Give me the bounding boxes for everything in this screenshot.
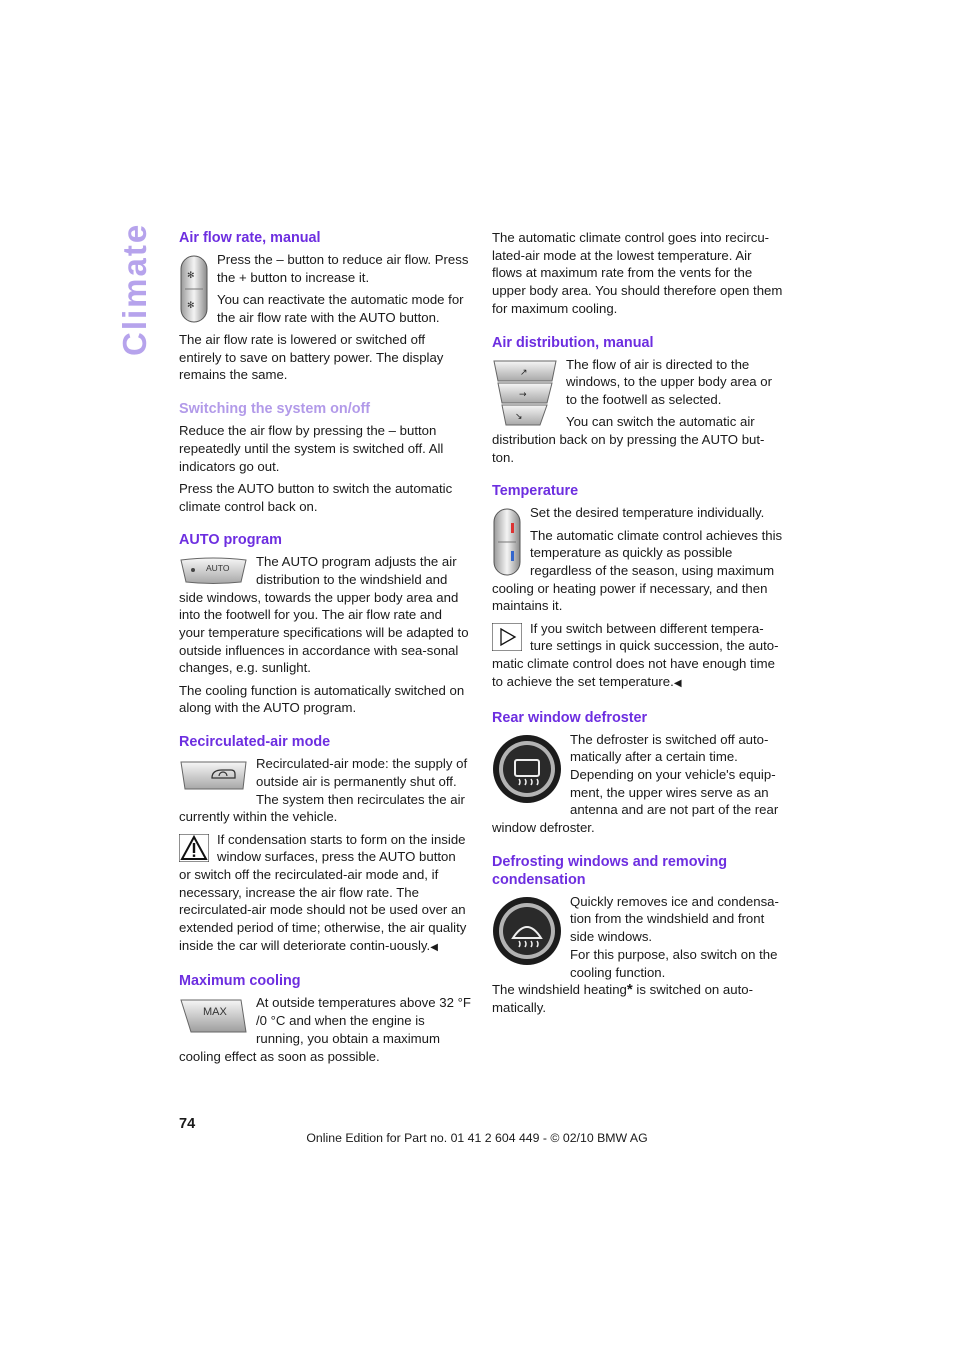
auto-text-2: The cooling function is automatically switched on along with the AUTO program.: [179, 682, 465, 716]
left-column: [179, 229, 471, 1081]
svg-text:↘: ↘: [515, 411, 523, 422]
airdist-text-2: You can switch the automatic air distribution back on by pressing the AUTO but-ton.: [492, 414, 765, 465]
svg-text:→: →: [519, 389, 527, 400]
svg-text:✻: ✻: [187, 301, 195, 311]
section-rear-defroster: [492, 709, 784, 837]
air-distribution-buttons-icon: [492, 359, 558, 427]
auto-button-figure: [179, 555, 248, 585]
section-maxcool: [179, 972, 471, 1065]
warning-triangle-icon: [179, 834, 209, 862]
section-recirc: [179, 733, 471, 956]
windshield-defrost-button-icon: [492, 896, 562, 966]
airflow-text-3: The air flow rate is lowered or switched off entirely to save on battery power. The display remains the same.: [179, 332, 444, 383]
airdist-heading: Air distribution, manual: [492, 334, 654, 351]
airflow-heading: Air flow rate, manual: [179, 230, 321, 246]
svg-text:✻: ✻: [187, 271, 195, 281]
maxcool-heading: Maximum cooling: [179, 973, 301, 990]
airdist-text-1: The flow of air is directed to the windows, to the upper body area or to the footwell as selected.: [566, 356, 772, 407]
auto-heading: AUTO program: [179, 532, 282, 549]
fan-rocker-icon: [179, 254, 209, 324]
switching-text-2: Press the AUTO button to switch the automatic climate control back on.: [179, 480, 453, 514]
maxcool-text-1: At outside temperatures above 32 °F /0 °C and when the engine is running, you obtain a maximum cooling effect as soon as possible.: [179, 995, 471, 1064]
section-intro: [492, 229, 784, 318]
switching-text-1: Reduce the air flow by pressing the – button repeatedly until the system is switched off. All indicators go out.: [179, 423, 444, 474]
right-column: [492, 229, 784, 1033]
defrost-text-3b: is switched on auto-matically.: [492, 982, 753, 1015]
chapter-tab: Climate: [116, 222, 153, 356]
intro-text: The automatic climate control goes into recircu-lated-air mode at the lowest temperature. Air flows at maximum rate from the vents for the upper body area. You should therefore open them for maximum cooling.: [492, 230, 783, 316]
airflow-text-2: You can reactivate the automatic mode for the air flow rate with the AUTO button.: [217, 292, 464, 325]
recirc-text-1: Recirculated-air mode: the supply of outside air is permanently shut off. The system then recirculates the air currently within the vehicle.: [179, 756, 468, 825]
defrost-text-2: For this purpose, also switch on the cooling function.: [570, 946, 778, 980]
auto-text-1: The AUTO program adjusts the air distribution to the windshield and side windows, towards the upper body area and into the footwell for you. The air flow rate and your temperature specifications will be adapted to outside influences in accordance with sea-sonal changes, e.g. sunlight.: [179, 554, 469, 676]
section-auto: [179, 531, 471, 717]
section-switching: [179, 400, 471, 515]
temperature-heading: Temperature: [492, 483, 579, 500]
recirc-heading: Recirculated-air mode: [179, 734, 331, 751]
section-airflow: [179, 229, 471, 384]
recirc-warning: [179, 831, 471, 957]
temperature-rocker-icon: [492, 507, 522, 577]
switching-heading: Switching the system on/off: [179, 401, 371, 418]
temperature-note-text: If you switch between different tempera-ture settings in quick succession, the auto-matic climate control does not have enough time to achieve the set temperature.: [492, 620, 779, 689]
section-defrost: [492, 853, 784, 1017]
defrost-text-1: Quickly removes ice and condensa-tion from the windshield and front side windows.: [570, 893, 779, 945]
temperature-text-2: The automatic climate control achieves this temperature as quickly as possible regardless of the season, using maximum cooling or heating power if necessary, and then maintains it.: [492, 527, 783, 614]
temperature-text-1: Set the desired temperature individually.: [530, 505, 765, 521]
temperature-note: [492, 620, 784, 693]
end-marker-icon: ◀: [673, 677, 682, 689]
airflow-text-1: Press the – button to reduce air flow. Press the + button to increase it.: [217, 252, 469, 285]
note-arrow-icon: [492, 623, 522, 651]
defrost-heading: Defrosting windows and removing condensation: [492, 853, 728, 888]
recirculation-button-icon: [179, 758, 248, 792]
rear-defroster-text: The defroster is switched off auto-matically after a certain time. Depending on your vehicle's equip-ment, the upper wires serve as an antenna and are not part of the rear window defroster.: [492, 731, 779, 836]
max-button-label: MAX: [203, 1006, 227, 1019]
rear-defroster-button-icon: [492, 734, 562, 804]
defrost-text-3a: The windshield heating: [492, 982, 627, 998]
section-temperature: [492, 482, 784, 692]
end-marker-icon: ◀: [430, 941, 438, 953]
section-airdist: [492, 334, 784, 467]
svg-text:↗: ↗: [520, 367, 528, 378]
page-number: 74: [179, 1116, 196, 1132]
footer: Online Edition for Part no. 01 41 2 604 449 - © 02/10 BMW AG: [306, 1131, 648, 1145]
auto-button-label: AUTO: [206, 563, 230, 574]
recirc-warning-text: If condensation starts to form on the inside window surfaces, press the AUTO button or switch off the recirculated-air mode and, if necessary, increase the air flow rate. The recirculated-air mode should not be used over an extended period of time; otherwise, the air quality inside the car will deteriorate contin-uously.: [179, 831, 467, 953]
availability-star: *: [626, 981, 633, 999]
max-button-figure: [179, 997, 248, 1035]
rear-defroster-heading: Rear window defroster: [492, 709, 648, 726]
